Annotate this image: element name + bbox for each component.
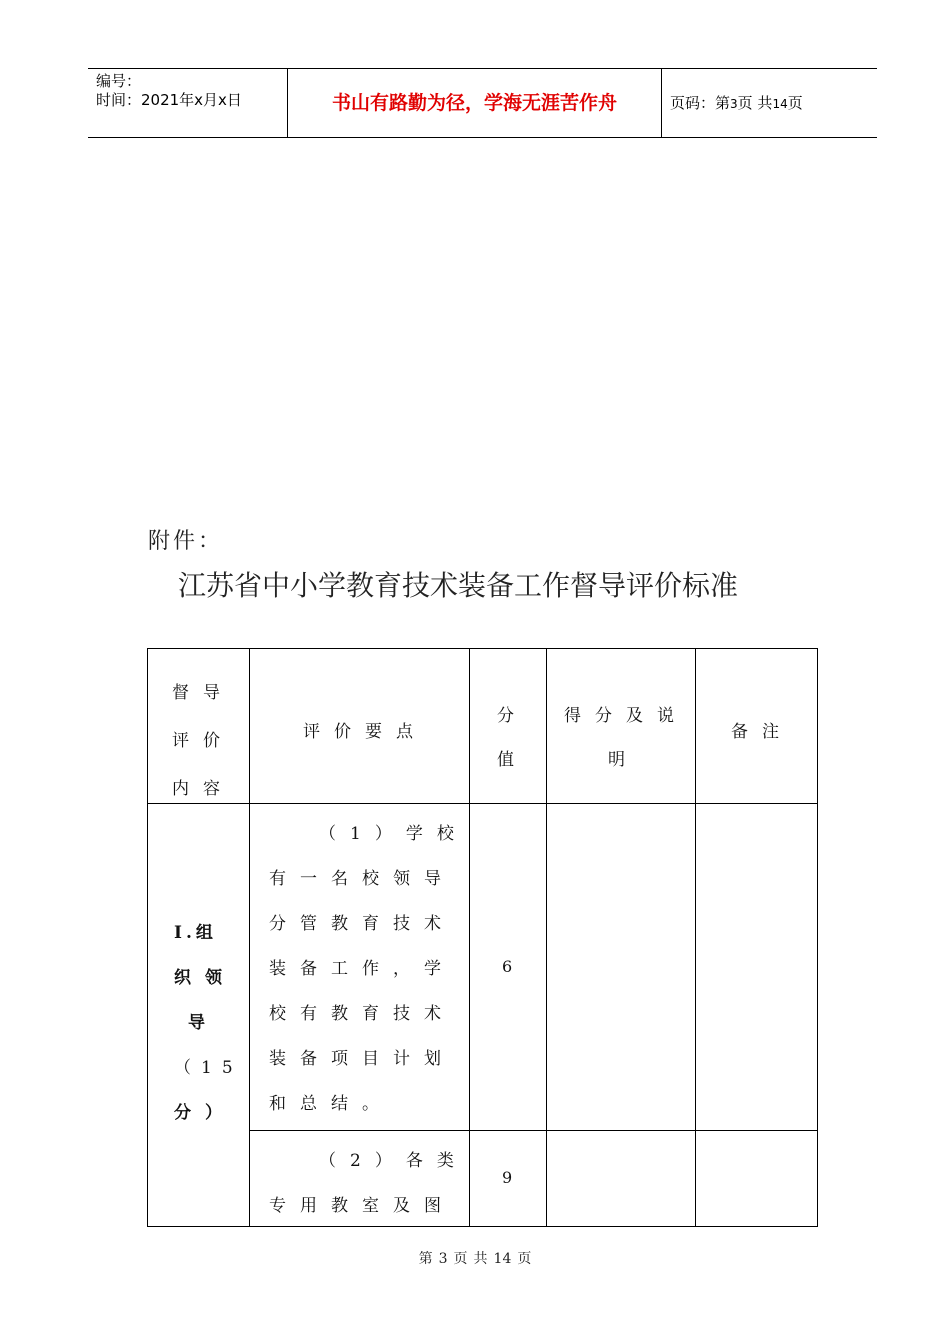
section-line: 分） bbox=[174, 1103, 236, 1123]
footer-page-number: 3 bbox=[438, 1251, 448, 1267]
footer-page-total: 14 bbox=[493, 1251, 512, 1267]
head-evaluation-points: 评价要点 bbox=[303, 722, 427, 742]
footer-word: 页 bbox=[517, 1251, 532, 1267]
table-row bbox=[269, 812, 469, 1127]
section-line: I.组 bbox=[174, 923, 217, 943]
document-title: 江苏省中小学教育技术装备工作督导评价标准 bbox=[178, 569, 739, 602]
page-header bbox=[88, 68, 877, 138]
score-value: 9 bbox=[502, 1168, 513, 1187]
criterion-line: 分管教育技术 bbox=[269, 914, 455, 934]
page-suffix: 页 bbox=[787, 94, 803, 112]
page-footer bbox=[0, 1248, 950, 1268]
column-rule bbox=[249, 649, 250, 1226]
table-row bbox=[269, 1139, 469, 1229]
criterion-line: 装备工作，学 bbox=[269, 959, 455, 979]
section-line: （15 bbox=[174, 1058, 243, 1078]
head-remarks: 备注 bbox=[731, 722, 793, 742]
criterion-line: 专用教室及图 bbox=[269, 1196, 455, 1216]
criterion-line: 和总结。 bbox=[269, 1094, 393, 1114]
attachment-label: 附件： bbox=[148, 529, 224, 554]
header-divider bbox=[661, 69, 662, 137]
footer-word: 页 bbox=[453, 1251, 468, 1267]
head-supervision-content bbox=[172, 669, 234, 813]
head-col1-line: 督导 bbox=[172, 683, 234, 703]
row-rule bbox=[249, 1130, 817, 1131]
page-mid: 页 共 bbox=[737, 94, 773, 112]
serial-label: 编号： bbox=[96, 72, 142, 90]
head-col1-line: 内容 bbox=[172, 779, 234, 799]
head-col1-line: 评价 bbox=[172, 731, 234, 751]
head-col3-line: 分 bbox=[497, 706, 514, 726]
score-value: 6 bbox=[502, 957, 513, 976]
date-label: 时间：2021年x月x日 bbox=[96, 91, 242, 109]
section-line: 织领 bbox=[174, 968, 236, 988]
header-motto: 书山有路勤为径，学海无涯苦作舟 bbox=[331, 92, 617, 114]
head-col3-line: 值 bbox=[497, 750, 514, 770]
head-score-notes bbox=[564, 694, 688, 782]
criterion-line: 校有教育技术 bbox=[269, 1004, 455, 1024]
page-total: 14 bbox=[772, 97, 788, 111]
column-rule bbox=[695, 649, 696, 1226]
section-organization-leadership bbox=[174, 911, 243, 1136]
footer-word: 共 bbox=[473, 1251, 488, 1267]
criterion-line: 装备项目计划 bbox=[269, 1049, 455, 1069]
head-score-value bbox=[497, 694, 514, 782]
criterion-line: （2）各类 bbox=[319, 1151, 468, 1171]
page-prefix: 页码：第 bbox=[670, 94, 731, 112]
section-line: 导 bbox=[188, 1013, 219, 1033]
criterion-line: （1）学校 bbox=[319, 824, 468, 844]
footer-word: 第 bbox=[418, 1251, 433, 1267]
evaluation-table bbox=[147, 648, 818, 1227]
header-row-rule bbox=[148, 803, 817, 804]
page-number: 3 bbox=[730, 97, 738, 111]
column-rule bbox=[546, 649, 547, 1226]
header-page-info bbox=[670, 69, 803, 137]
column-rule bbox=[469, 649, 470, 1226]
criterion-line: 有一名校领导 bbox=[269, 869, 455, 889]
head-col4-line: 明 bbox=[608, 750, 639, 770]
head-col4-line: 得分及说 bbox=[564, 706, 688, 726]
header-meta bbox=[96, 72, 242, 110]
